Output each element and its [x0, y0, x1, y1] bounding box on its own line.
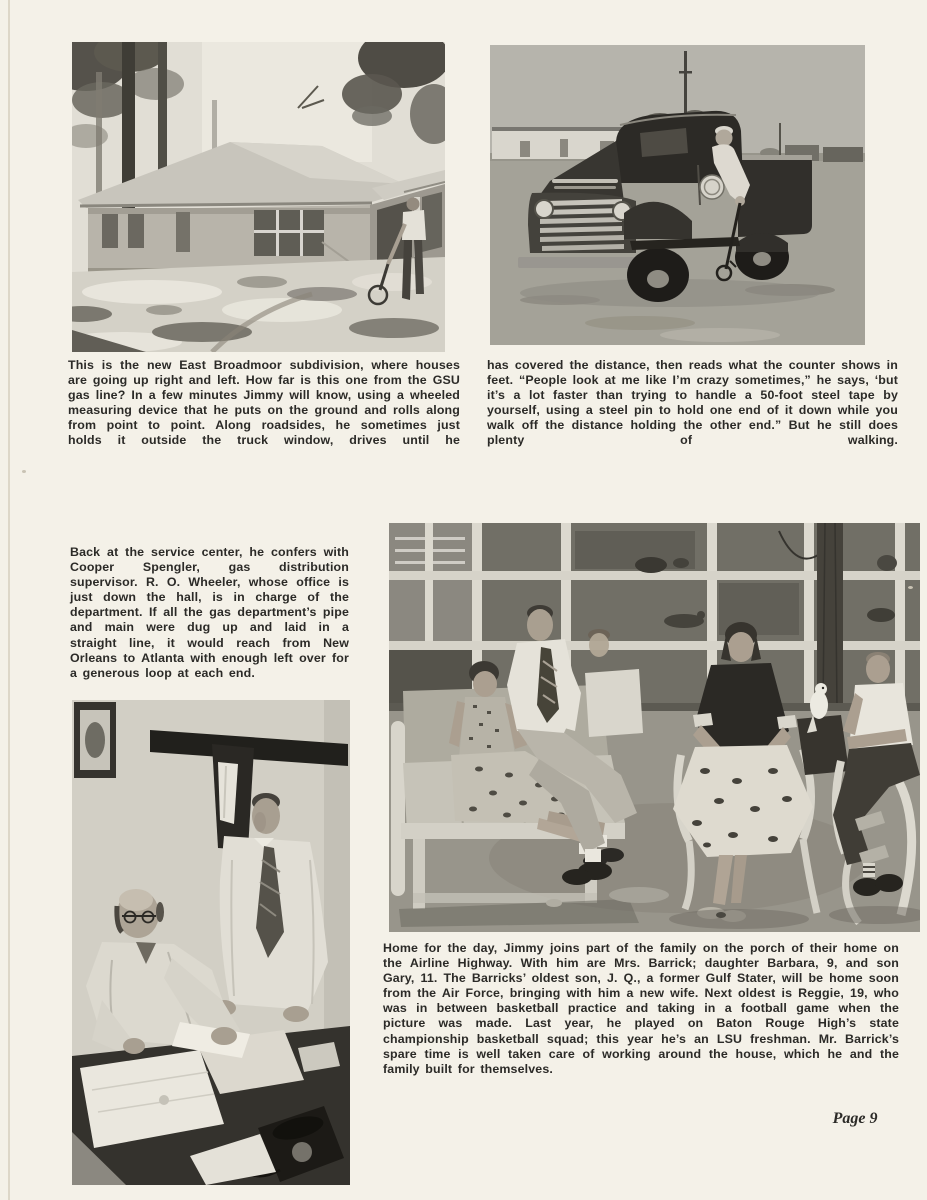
paper-speck — [22, 470, 26, 473]
office-conference-illustration — [72, 700, 350, 1185]
caption-top-left: This is the new East Broadmoor subdivision, where houses are going up right and left. How far is this one from the GSU gas line? In a few minutes Jimmy will know, using a wheeled measuring device that he puts on the ground and rolls along from point to point. Along roadsides, he sometimes just holds it outside the truck window, drives until he — [68, 358, 460, 448]
gsu-pickup-truck-photo — [490, 45, 865, 345]
family-on-porch-photo — [389, 523, 920, 932]
service-center-office-photo — [72, 700, 350, 1185]
family-porch-illustration — [389, 523, 920, 932]
caption-bottom-right: Home for the day, Jimmy joins part of the family on the porch of their home on the Airline Highway. With him are Mrs. Barrick; daughter Barbara, 9, and son Gary, 11. The Barricks’ oldest son, J. Q., a former Gulf Stater, will be home soon from the Air Force, bringing with him a new wife. Next oldest is Reggie, 19, who was in between basketball practice and taking in a football game when the picture was made. Last year, he played on Baton Rouge High’s state championship basketball squad; this year he’s an LSU freshman. Mr. Barrick’s spare time is well taken care of working around the house, which he and the family built for themselves. — [383, 941, 899, 1076]
house-construction-illustration — [72, 42, 445, 352]
body-text-middle-left: Back at the service center, he confers with Cooper Spengler, gas distribution supervisor. R. O. Wheeler, whose office is just down the hall, is in charge of the department. If all the gas department’s pipe and main were dug up and laid in a straight line, it would reach from New Orleans to Atlanta with enough left over for a generous loop at each end. — [70, 545, 349, 680]
paper-speck — [908, 586, 913, 589]
page-number: Page 9 — [832, 1110, 878, 1127]
pickup-truck-illustration — [490, 45, 865, 345]
scan-crease-line — [8, 0, 10, 1200]
house-construction-photo — [72, 42, 445, 352]
caption-top-right: has covered the distance, then reads what the counter shows in feet. “People look at me like I’m crazy sometimes,” he says, ‘but it’s a lot faster than trying to handle a 50-foot steel tape by yourself, using a steel pin to hold one end of it down while you walk off the distance holding the other end.” But he still does plenty of walking. — [487, 358, 898, 448]
